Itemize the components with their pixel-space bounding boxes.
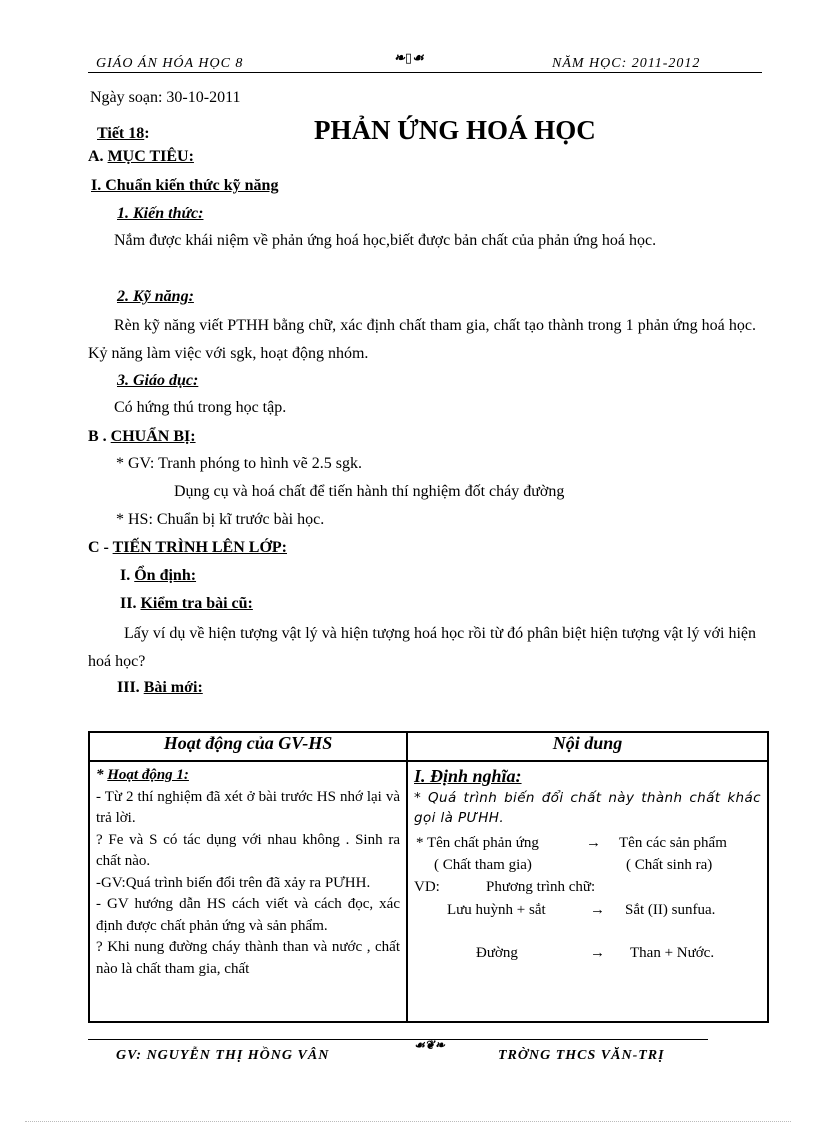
education-heading: 3. Giáo dục:	[117, 372, 199, 389]
section-a-heading: A. MỤC TIÊU:	[88, 148, 194, 165]
reactant-alt-label: ( Chất tham gia)	[434, 857, 532, 873]
header-right: NĂM HỌC: 2011-2012	[552, 56, 701, 71]
review-question: Lấy ví dụ về hiện tượng vật lý và hiện tượng hoá học rồi từ đó phân biệt hiện tượng vật lý với hiện hoá học?	[88, 625, 756, 670]
skills-text: Rèn kỹ năng viết PTHH bằng chữ, xác định chất tham gia, chất tạo thành trong 1 phản ứng hoá học. Kỷ năng làm việc với sgk, hoạt động nhóm.	[88, 317, 756, 362]
section-a-subheading: I. Chuẩn kiến thức kỹ năng	[91, 177, 279, 194]
section-b-heading: B . CHUẨN BỊ:	[88, 428, 196, 445]
equation-2-left: Đường	[476, 945, 518, 961]
column-header-activities: Hoạt động của GV-HS	[89, 732, 407, 761]
content-cell	[407, 761, 768, 1022]
equation-2-right: Than + Nước.	[630, 945, 715, 961]
skills-heading: 2. Kỹ năng:	[117, 288, 194, 305]
activity-heading: * Hoạt động 1:	[96, 767, 189, 783]
definition-heading: I. Định nghĩa:	[414, 766, 522, 786]
knowledge-heading: 1. Kiến thức:	[117, 205, 204, 222]
product-alt-label: ( Chất sinh ra)	[626, 857, 713, 873]
arrow-icon: →	[586, 835, 601, 851]
column-header-content: Nội dung	[407, 732, 768, 761]
footer-rule	[88, 1039, 708, 1040]
section-c-heading: C - TIẾN TRÌNH LÊN LỚP:	[88, 539, 287, 556]
step-1-heading: I. Ổn định:	[120, 567, 197, 584]
activity-cell	[89, 761, 407, 1022]
equation-1-left: Lưu huỳnh + sắt	[447, 902, 546, 918]
product-label: Tên các sản phẩm	[619, 835, 727, 851]
lesson-number: Tiết 18	[97, 125, 145, 142]
definition-text: * Quá trình biến đổi chất này thành chất khác gọi là PƯHH.	[414, 790, 761, 826]
activity-text: - Từ 2 thí nghiệm đã xét ở bài trước HS nhớ lại và trả lời. ? Fe và S có tác dụng với nhau không . Sinh ra chất nào. -GV:Quá trình biến đổi trên đã xảy ra PƯHH. - GV hướng dẫn HS cách viết và cách đọc, xác định được chất phản ứng và sản phẩm. ? Khi nung đường cháy thành than và nước , chất nào là chất tham gia, chất	[96, 788, 400, 977]
footer-right: TRỜNG THCS VĂN-TRỊ	[498, 1048, 665, 1063]
arrow-icon: →	[590, 902, 605, 918]
knowledge-text: Nắm được khái niệm về phản ứng hoá học,biết được bản chất của phản ứng hoá học.	[114, 232, 657, 249]
date-line: Ngày soạn: 30-10-2011	[90, 89, 241, 106]
equation-1-right: Sắt (II) sunfua.	[625, 902, 716, 918]
hs-prep-line: * HS: Chuẩn bị kĩ trước bài học.	[116, 511, 325, 528]
gv-prep-line-2: Dụng cụ và hoá chất để tiến hành thí nghiệm đốt cháy đường	[174, 483, 565, 500]
page-title: PHẢN ỨNG HOÁ HỌC	[314, 115, 596, 145]
step-3-heading: III. Bài mới:	[117, 679, 203, 696]
step-2-heading: II. Kiểm tra bài cũ:	[120, 595, 253, 612]
footer-left: GV: NGUYỄN THỊ HỒNG VÂN	[116, 1048, 330, 1063]
header-ornament-icon: ❧▯☙	[394, 51, 424, 66]
header-left: GIÁO ÁN HÓA HỌC 8	[96, 56, 244, 71]
word-equation-label: Phương trình chữ:	[486, 879, 596, 895]
header-rule	[88, 72, 762, 73]
lesson-label: Tiết 18:	[97, 125, 150, 142]
reactant-label: * Tên chất phản ứng	[416, 835, 539, 851]
activity-table	[88, 731, 769, 1023]
education-text: Có hứng thú trong học tập.	[114, 399, 287, 416]
footer-ornament-icon: ☙❦❧	[414, 1038, 445, 1052]
example-label: VD:	[414, 879, 440, 895]
page-edge-divider	[25, 1121, 791, 1122]
gv-prep-line: * GV: Tranh phóng to hình vẽ 2.5 sgk.	[116, 455, 362, 472]
arrow-icon: →	[590, 945, 605, 961]
